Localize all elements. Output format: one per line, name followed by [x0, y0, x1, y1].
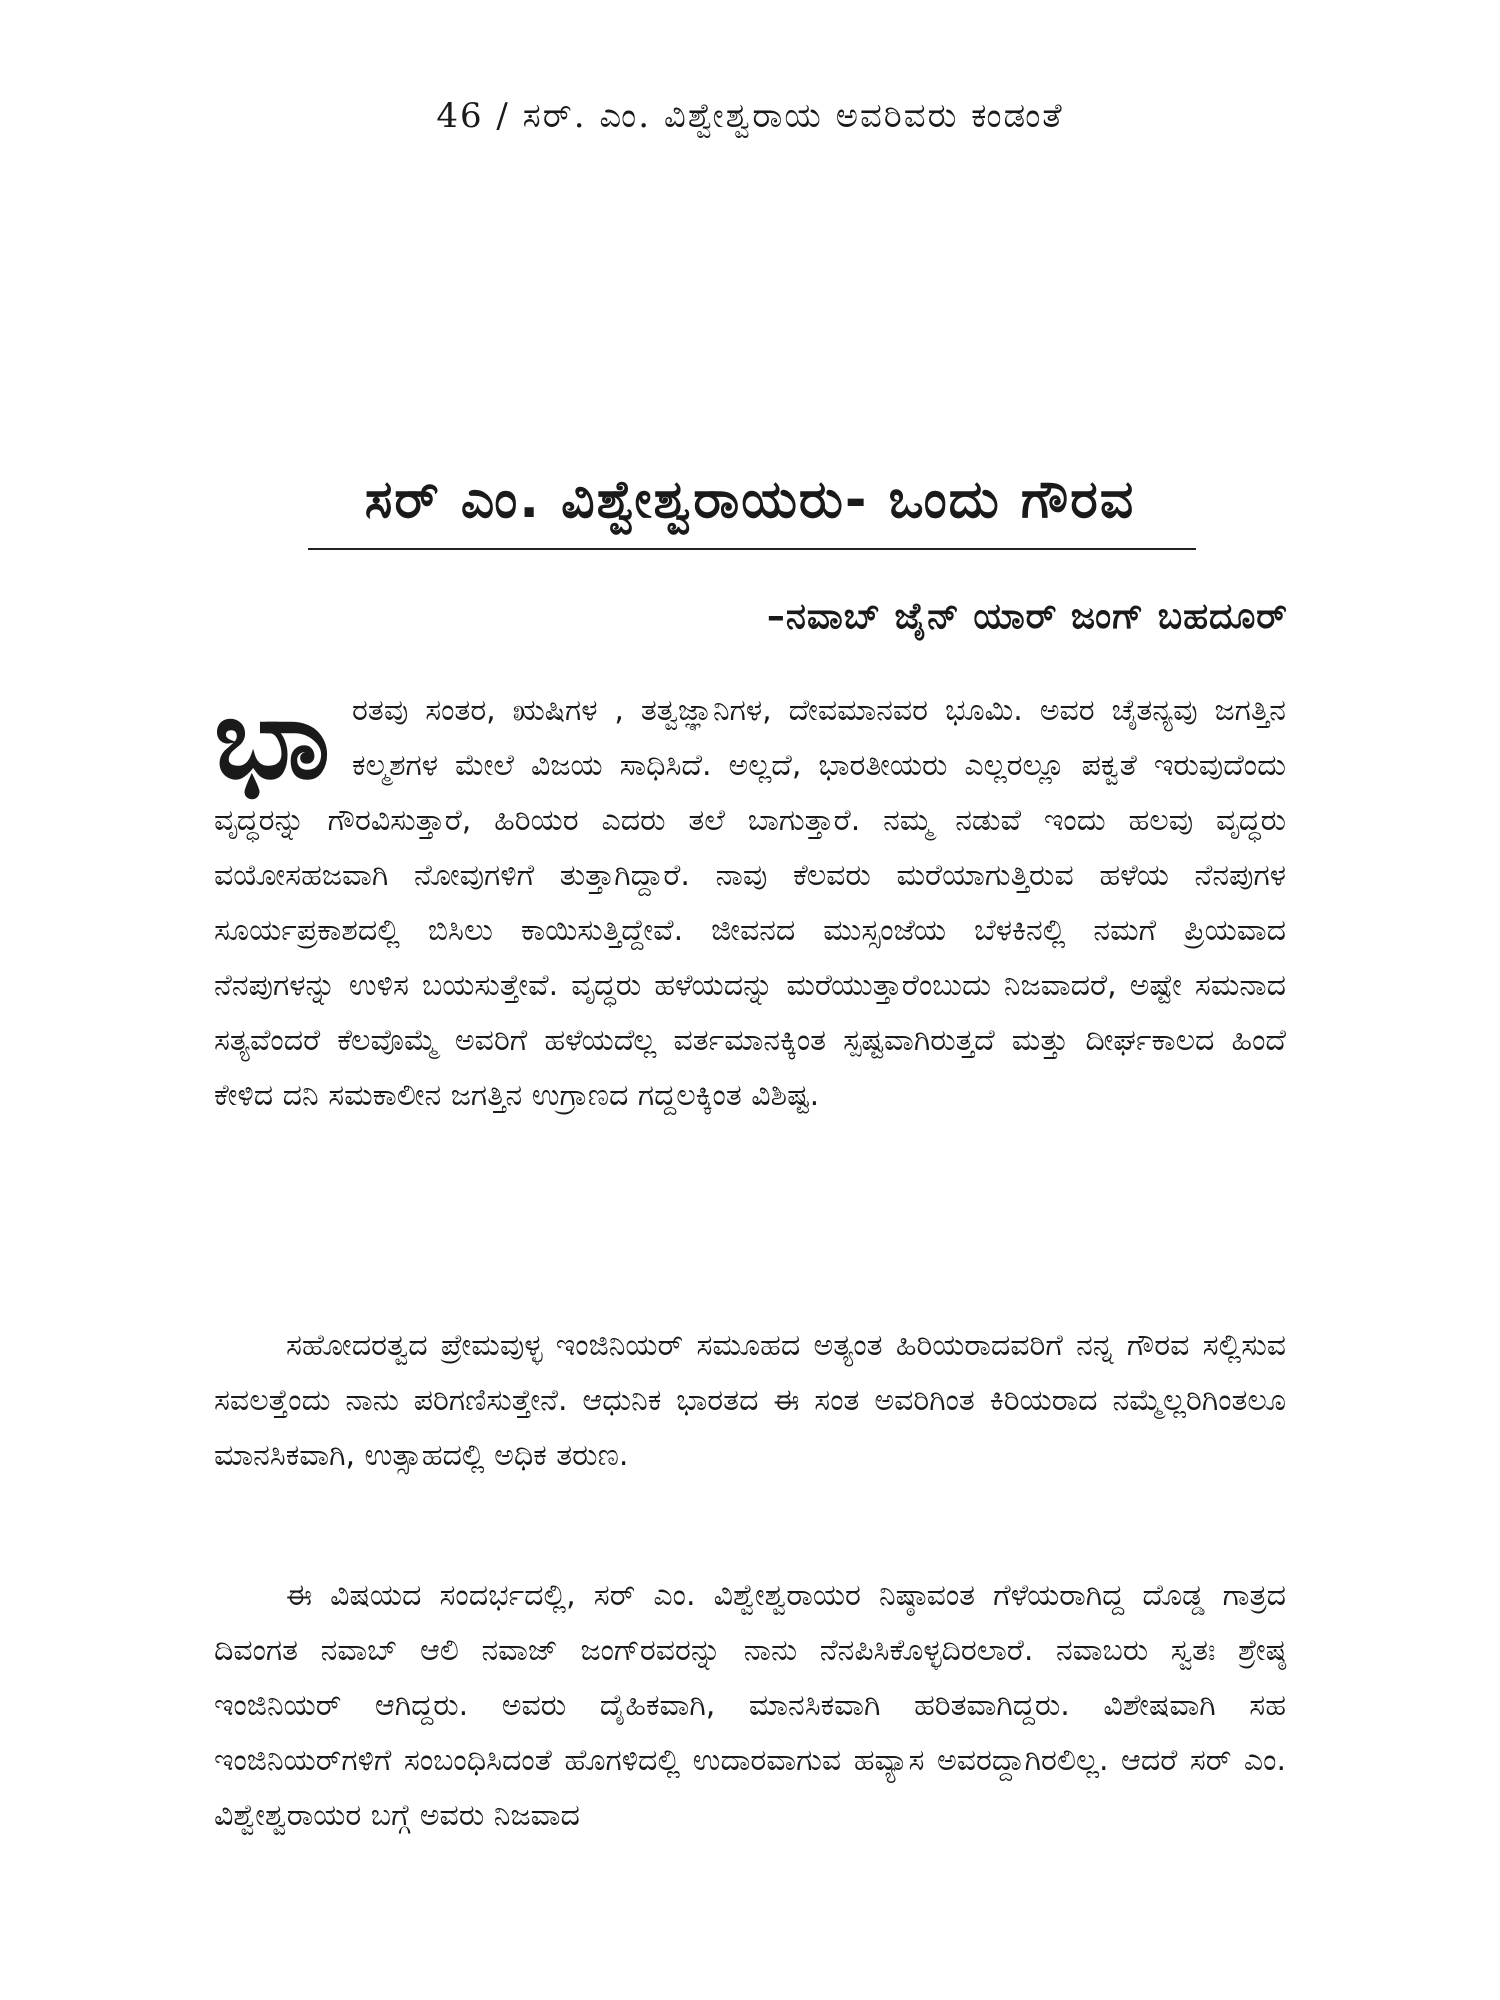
drop-cap: ಭಾ: [214, 673, 331, 804]
running-head: 46 / ಸರ್. ಎಂ. ವಿಶ್ವೇಶ್ವರಾಯ ಅವರಿವರು ಕಂಡಂತೆ: [436, 96, 1064, 136]
title-underline: [308, 548, 1196, 550]
paragraph-3-text: ಈ ವಿಷಯದ ಸಂದರ್ಭದಲ್ಲಿ, ಸರ್ ಎಂ. ವಿಶ್ವೇಶ್ವರಾಯರ ನಿಷ್ಠಾವಂತ ಗೆಳೆಯರಾಗಿದ್ದ ದೊಡ್ಡ ಗಾತ್ರದ ದಿವಂಗತ ನವಾಬ್ ಆಲಿ ನವಾಜ್ ಜಂಗ್‌ರವರನ್ನು ನಾನು ನೆನಪಿಸಿಕೊಳ್ಳದಿರಲಾರೆ. ನವಾಬರು ಸ್ವತಃ ಶ್ರೇಷ್ಠ ಇಂಜಿನಿಯರ್ ಆಗಿದ್ದರು. ಅವರು ದೈಹಿಕವಾಗಿ, ಮಾನಸಿಕವಾಗಿ ಹರಿತವಾಗಿದ್ದರು. ವಿಶೇಷವಾಗಿ ಸಹ ಇಂಜಿನಿಯರ್‌ಗಳಿಗೆ ಸಂಬಂಧಿಸಿದಂತೆ ಹೊಗಳಿದಲ್ಲಿ ಉದಾರವಾಗುವ ಹವ್ಯಾಸ ಅವರದ್ದಾಗಿರಲಿಲ್ಲ. ಆದರೆ ಸರ್ ಎಂ. ವಿಶ್ವೇಶ್ವರಾಯರ ಬಗ್ಗೆ ಅವರು ನಿಜವಾದ: [214, 1578, 1286, 1833]
author-byline: –ನವಾಬ್ ಜೈನ್ ಯಾರ್ ಜಂಗ್ ಬಹದೂರ್: [766, 596, 1288, 637]
paragraph-3: [214, 1568, 1286, 1843]
chapter-title: ಸರ್ ಎಂ. ವಿಶ್ವೇಶ್ವರಾಯರು- ಒಂದು ಗೌರವ: [364, 470, 1136, 530]
paragraph-2: [214, 1318, 1286, 1483]
paragraph-1: [214, 673, 1286, 1123]
paragraph-1-text: ರತವು ಸಂತರ, ಋಷಿಗಳ , ತತ್ವಜ್ಞಾನಿಗಳ, ದೇವಮಾನವರ ಭೂಮಿ. ಅವರ ಚೈತನ್ಯವು ಜಗತ್ತಿನ ಕಲ್ಮಶಗಳ ಮೇಲೆ ವಿಜಯ ಸಾಧಿಸಿದೆ. ಅಲ್ಲದೆ, ಭಾರತೀಯರು ಎಲ್ಲರಲ್ಲೂ ಪಕ್ವತೆ ಇರುವುದೆಂದು ವೃದ್ಧರನ್ನು ಗೌರವಿಸುತ್ತಾರೆ, ಹಿರಿಯರ ಎದರು ತಲೆ ಬಾಗುತ್ತಾರೆ. ನಮ್ಮ ನಡುವೆ ಇಂದು ಹಲವು ವೃದ್ಧರು ವಯೋಸಹಜವಾಗಿ ನೋವುಗಳಿಗೆ ತುತ್ತಾಗಿದ್ದಾರೆ. ನಾವು ಕೆಲವರು ಮರೆಯಾಗುತ್ತಿರುವ ಹಳೆಯ ನೆನಪುಗಳ ಸೂರ್ಯಪ್ರಕಾಶದಲ್ಲಿ ಬಿಸಿಲು ಕಾಯಿಸುತ್ತಿದ್ದೇವೆ. ಜೀವನದ ಮುಸ್ಸಂಜೆಯ ಬೆಳಕಿನಲ್ಲಿ ನಮಗೆ ಪ್ರಿಯವಾದ ನೆನಪುಗಳನ್ನು ಉಳಿಸ ಬಯಸುತ್ತೇವೆ. ವೃದ್ಧರು ಹಳೆಯದನ್ನು ಮರೆಯುತ್ತಾರೆಂಬುದು ನಿಜವಾದರೆ, ಅಷ್ಟೇ ಸಮನಾದ ಸತ್ಯವೆಂದರೆ ಕೆಲವೊಮ್ಮೆ ಅವರಿಗೆ ಹಳೆಯದೆಲ್ಲ ವರ್ತಮಾನಕ್ಕಿಂತ ಸ್ಪಷ್ಟವಾಗಿರುತ್ತದೆ ಮತ್ತು ದೀರ್ಘಕಾಲದ ಹಿಂದೆ ಕೇಳಿದ ದನಿ ಸಮಕಾಲೀನ ಜಗತ್ತಿನ ಉಗ್ರಾಣದ ಗದ್ದಲಕ್ಕಿಂತ ವಿಶಿಷ್ಟ.: [214, 693, 1286, 1113]
paragraph-2-text: ಸಹೋದರತ್ವದ ಪ್ರೇಮವುಳ್ಳ ಇಂಜಿನಿಯರ್ ಸಮೂಹದ ಅತ್ಯಂತ ಹಿರಿಯರಾದವರಿಗೆ ನನ್ನ ಗೌರವ ಸಲ್ಲಿಸುವ ಸವಲತ್ತೆಂದು ನಾನು ಪರಿಗಣಿಸುತ್ತೇನೆ. ಆಧುನಿಕ ಭಾರತದ ಈ ಸಂತ ಅವರಿಗಿಂತ ಕಿರಿಯರಾದ ನಮ್ಮೆಲ್ಲರಿಗಿಂತಲೂ ಮಾನಸಿಕವಾಗಿ, ಉತ್ಸಾಹದಲ್ಲಿ ಅಧಿಕ ತರುಣ.: [214, 1328, 1286, 1473]
